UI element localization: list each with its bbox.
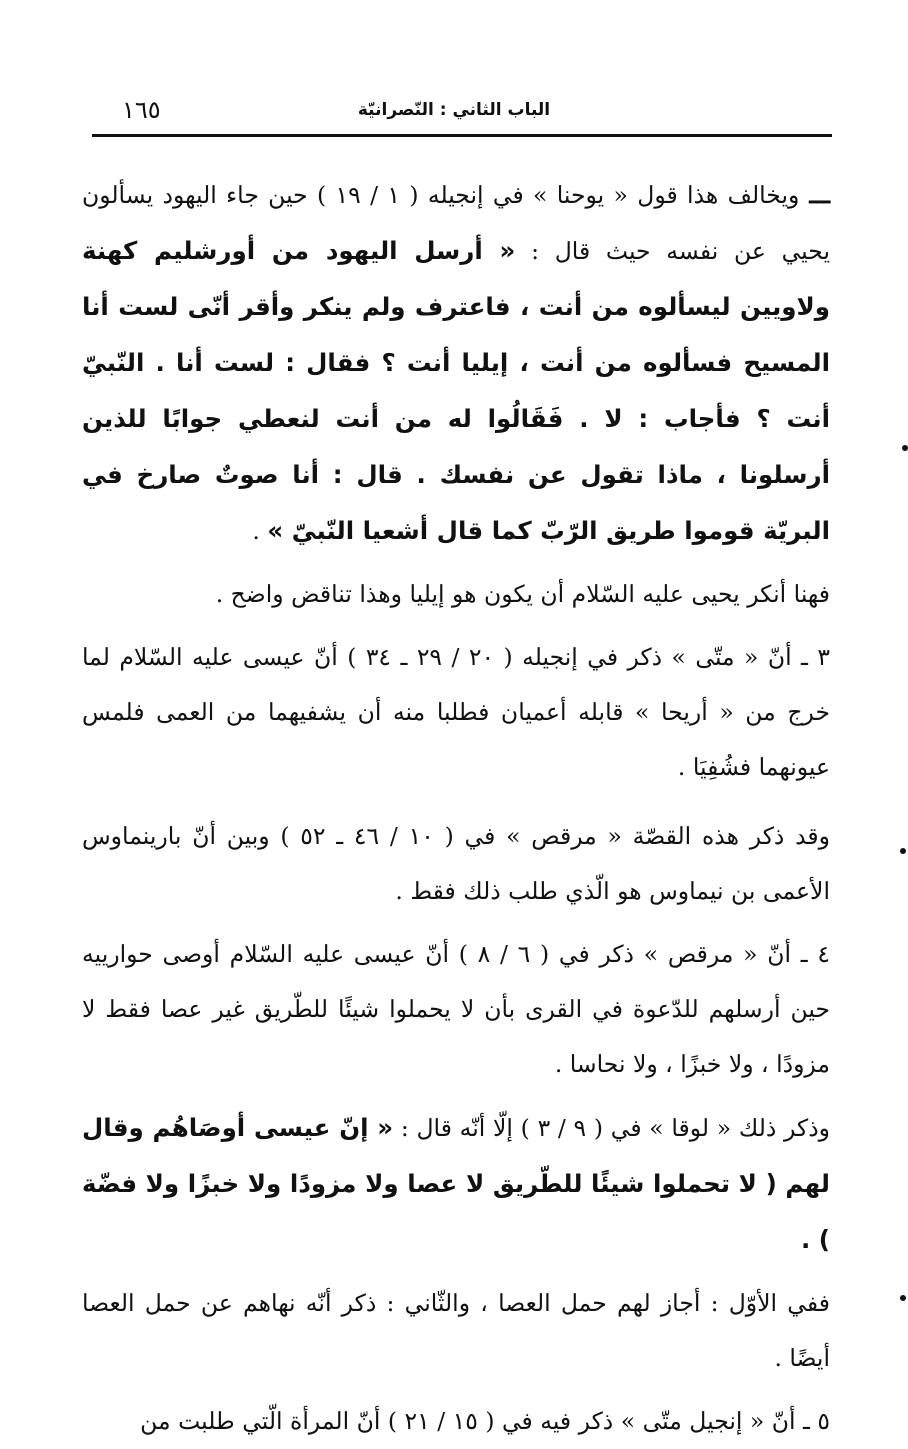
paragraph-4: وقد ذكر هذه القصّة « مرقص » في ( ١٠ / ٤٦ ـ ٥٢ ) وبين أنّ بارينماوس الأعمى بن نيماوس هو الّذي طلب ذلك فقط . [82,822,831,905]
paragraph-7: ففي الأوّل : أجاز لهم حمل العصا ، والثّاني : ذكر أنّه نهاهم عن حمل العصا أيضًا . [82,1289,830,1372]
paragraph-5: ٤ ـ أنّ « مرقص » ذكر في ( ٦ / ٨ ) أنّ عيسى عليه السّلام أوصى حوارييه حين أرسلهم للدّعوة في القرى بأن لا يحملوا شيئًا للطّريق غير عصا فقط لا مزودًا ، ولا خبزًا ، ولا نحاسا . [82,940,830,1078]
paragraph-3: ٣ ـ أنّ « متّى » ذكر في إنجيله ( ٢٠ / ٢٩ ـ ٣٤ ) أنّ عيسى عليه السّلام لما خرج من « أريحا » قابله أعميان فطلبا منه أن يشفيهما من العمى فلمس عيونهما فشُفِيَا . [82,643,830,781]
paragraph-1 [82,168,830,559]
paragraph-2: فهنا أنكر يحيى عليه السّلام أن يكون هو إيليا وهذا تناقض واضح . [215,580,830,608]
page-number: ١٦٥ [122,96,161,124]
paragraph-1-quote: « أرسل اليهود من أورشليم كهنة ولاويين ليسألوه من أنت ، فاعترف ولم ينكر وأقر أنّى لست أنا المسيح فسألوه من أنت ، إيليا أنت ؟ فقال : لست أنا . النّبيّ أنت ؟ فأجاب : لا . فَقَالُوا له من أنت لنعطي جوابًا للذين أرسلونا ، ماذا تقول عن نفسك . قال : أنا صوتٌ صارخ في البريّة قوموا طريق الرّبّ كما قال أشعيا النّبيّ » [82,236,830,545]
scan-speck [902,445,908,451]
paragraph-6-text: وذكر ذلك « لوقا » في ( ٩ / ٣ ) إلّا أنّه قال : [393,1114,831,1142]
paragraph-1-end: . [252,517,268,545]
paragraph-marker: ـــ [809,181,830,209]
page-header [90,92,818,132]
paragraph-1-text: ويخالف هذا قول « يوحنا » في إنجيله ( ١ / ١٩ ) حين جاء اليهود يسألون يحيي عن نفسه حيث قال : [82,181,830,265]
scan-speck [900,848,906,854]
header-rule [92,134,832,137]
running-title: الباب الثاني : النّصرانيّة [357,100,551,120]
scan-speck [900,1295,906,1301]
paragraph-8: ٥ ـ أنّ « إنجيل متّى » ذكر فيه في ( ١٥ / ٢١ ) أنّ المرأة الّتي طلبت من [140,1407,830,1435]
paragraph-6 [82,1100,830,1268]
paragraph-6-quote: « إنّ عيسى أوصَاهُم وقال لهم ( لا تحملوا شيئًا للطّريق لا عصا ولا مزودًا ولا خبزًا ولا فضّة ) . [82,1113,830,1254]
main-text [82,168,830,1449]
